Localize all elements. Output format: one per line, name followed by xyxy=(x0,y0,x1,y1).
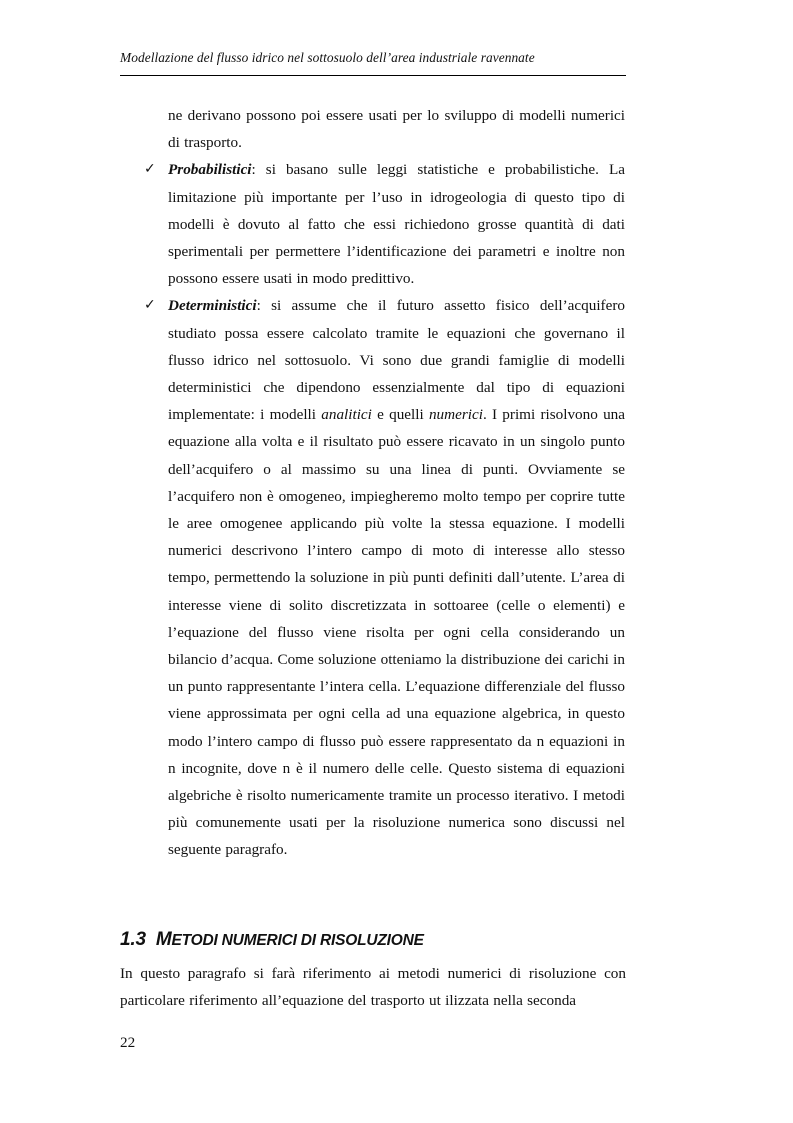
continuation-paragraph: ne derivano possono poi essere usati per lo sviluppo di modelli numerici di trasporto. xyxy=(168,107,625,152)
bullet-text-part: : si assume che il futuro assetto fisico dell’acquifero studiato possa essere calcolato tramite le equazioni che governano il flusso idrico nel sottosuolo. Vi sono due grandi famiglie di modelli deterministici che dipendono essenzialmente dal tipo di equazioni implementate: i modelli xyxy=(168,297,625,424)
bullet-deterministici xyxy=(144,292,626,863)
section-title-initial: M xyxy=(155,929,172,950)
checkmark-icon: ✓ xyxy=(144,297,156,314)
bullet-term: Probabilistici xyxy=(168,161,252,179)
section-title: ETODI NUMERICI DI RISOLUZIONE xyxy=(171,932,424,949)
bullet-probabilistici xyxy=(144,156,625,292)
bullet-text-part: . I primi risolvono una equazione alla volta e il risultato può essere ricavato in un singolo punto dell’acquifero o al massimo su una linea di punti. Ovviamente se l’acquifero non è omogeneo, impiegheremo molto tempo per coprire tutte le aree omogenee applicando più volte la stessa equazione. I modelli numerici descrivono l’intero campo di moto di interesse allo stesso tempo, permettendo la soluzione in più punti definiti dall’utente. L’area di interesse viene di solito discretizzata in sottoaree (celle o elementi) e l’equazione del flusso viene risolta per ogni cella considerando un bilancio d’acqua. Come soluzione otteniamo la distribuzione dei carichi in un punto rappresentante l’intera cella. L’equazione differenziale del flusso viene approssimata per ogni cella ad una equazione algebrica, in questo modo l’intero campo di flusso può essere rappresentato da n equazioni in n incognite, dove n è il numero delle celle. Questo sistema di equazioni algebriche è risolto numericamente tramite un processo iterativo. I metodi più comunemente usati per la risoluzione numerica sono discussi nel seguente paragrafo. xyxy=(168,406,626,859)
page-number: 22 xyxy=(120,1034,136,1051)
running-header: Modellazione del flusso idrico nel sottosuolo dell’area industriale ravennate xyxy=(120,50,535,65)
bullet-text-part: e quelli xyxy=(371,406,429,424)
italic-term-analitici: analitici xyxy=(321,406,372,424)
section-heading xyxy=(120,929,424,951)
bullet-term: Deterministici xyxy=(168,297,257,315)
bullet-text: : si basano sulle leggi statistiche e probabilistiche. La limitazione più importante per l’uso in idrogeologia di questo tipo di modelli è dovuto al fatto che essi richiedono grosse quantità di dati sperimentali per permettere l’identificazione dei parametri e inoltre non possono essere usati in modo predittivo. xyxy=(168,161,625,288)
section-number: 1.3 xyxy=(120,929,146,950)
checkmark-icon: ✓ xyxy=(144,161,156,178)
section-intro-paragraph: In questo paragrafo si farà riferimento ai metodi numerici di risoluzione con particolare riferimento all’equazione del trasporto ut ilizzata nella seconda xyxy=(120,965,626,1010)
header-rule xyxy=(120,75,626,76)
body-text xyxy=(0,102,793,864)
italic-term-numerici: numerici xyxy=(428,406,483,424)
